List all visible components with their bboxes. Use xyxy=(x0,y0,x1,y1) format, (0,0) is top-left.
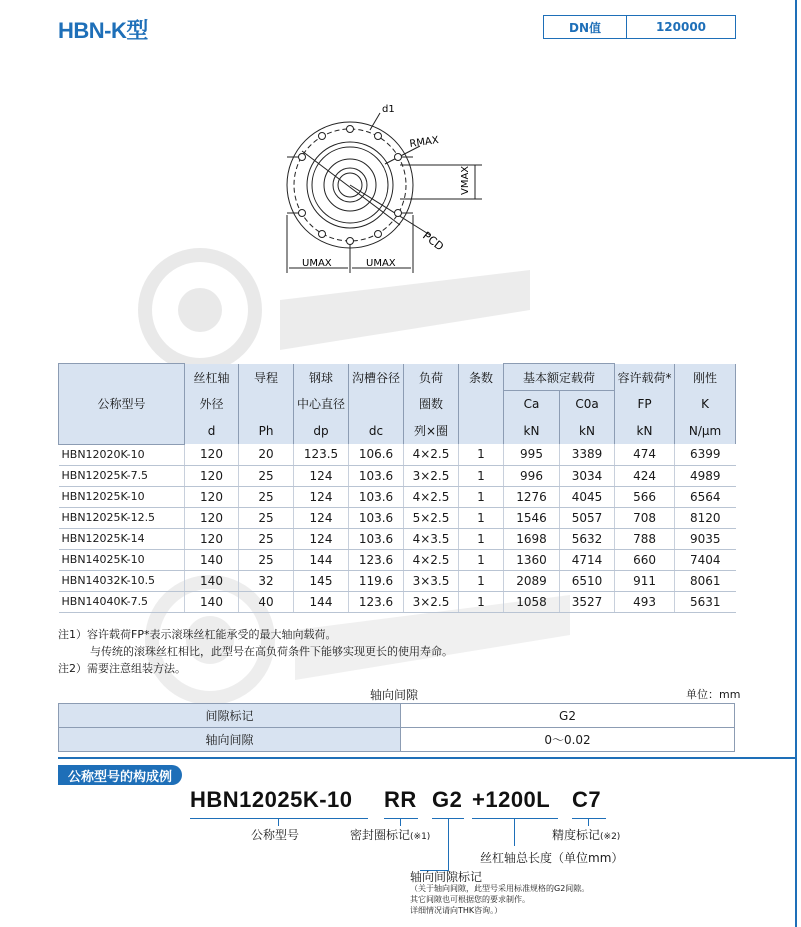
header-c0a-unit: kN xyxy=(560,417,615,444)
spec-cell: 32 xyxy=(239,570,294,591)
model-cell: HBN12025K-7.5 xyxy=(59,465,185,486)
spec-cell: 1 xyxy=(459,549,504,570)
spec-cell: 140 xyxy=(185,570,239,591)
spec-cell: 8120 xyxy=(675,507,736,528)
flange-diagram xyxy=(250,95,490,275)
spec-cell: 3034 xyxy=(560,465,615,486)
note-1b: 与传统的滚珠丝杠相比，此型号在高负荷条件下能够实现更长的使用寿命。 xyxy=(90,645,453,658)
label-gap: 轴向间隙标记 xyxy=(410,870,483,884)
spec-cell: 120 xyxy=(185,507,239,528)
spec-cell: 4045 xyxy=(560,486,615,507)
header-c0a: C0a xyxy=(560,391,615,418)
header-lead-sym: Ph xyxy=(239,417,294,444)
header-fp: FP xyxy=(615,391,675,418)
label-d1: d1 xyxy=(382,104,395,115)
header-rigidity: 刚性 xyxy=(675,364,736,391)
spec-cell: 1 xyxy=(459,465,504,486)
spec-cell: 103.6 xyxy=(349,528,404,549)
table-row xyxy=(59,486,736,507)
spec-cell: 493 xyxy=(615,591,675,612)
spec-cell: 911 xyxy=(615,570,675,591)
spec-cell: 25 xyxy=(239,465,294,486)
section-title: 公称型号的构成例 xyxy=(58,765,182,785)
clearance-label-1: 间隙标记 xyxy=(59,704,401,728)
model-cell: HBN12025K-10 xyxy=(59,486,185,507)
spec-cell: 3527 xyxy=(560,591,615,612)
leader-accuracy xyxy=(588,818,589,826)
notes xyxy=(58,626,453,677)
clearance-value-2: 0～0.02 xyxy=(401,728,735,752)
table-row xyxy=(59,591,736,612)
code-length: +1200L xyxy=(472,787,551,812)
clearance-unit: 单位：mm xyxy=(686,688,741,701)
code-gap: G2 xyxy=(432,787,463,812)
header-rows-count: 条数 xyxy=(459,364,504,391)
spec-cell: 3×3.5 xyxy=(404,570,459,591)
header-k-unit: N/μm xyxy=(675,417,736,444)
page-title: HBN-K型 xyxy=(58,18,148,43)
spec-cell: 566 xyxy=(615,486,675,507)
spec-cell: 140 xyxy=(185,549,239,570)
label-seal-wrap xyxy=(350,826,430,843)
spec-cell: 5×2.5 xyxy=(404,507,459,528)
clearance-title: 轴向间隙 xyxy=(370,688,419,702)
spec-cell: 120 xyxy=(185,528,239,549)
spec-cell: 2089 xyxy=(504,570,560,591)
leader-gap xyxy=(448,818,449,870)
section-divider xyxy=(58,757,795,759)
header-lead: 导程 xyxy=(239,364,294,391)
spec-cell: 5057 xyxy=(560,507,615,528)
header-k: K xyxy=(675,391,736,418)
spec-cell: 25 xyxy=(239,549,294,570)
leader-seal xyxy=(400,818,401,826)
table-row xyxy=(59,528,736,549)
spec-cell: 3×2.5 xyxy=(404,465,459,486)
spec-cell: 4714 xyxy=(560,549,615,570)
header-empty xyxy=(239,391,294,418)
spec-cell: 103.6 xyxy=(349,507,404,528)
spec-cell: 145 xyxy=(294,570,349,591)
spec-cell: 995 xyxy=(504,444,560,465)
spec-cell: 25 xyxy=(239,507,294,528)
spec-cell: 996 xyxy=(504,465,560,486)
header-groove-sym: dc xyxy=(349,417,404,444)
dn-value-box xyxy=(543,15,736,39)
header-basic-load: 基本额定载荷 xyxy=(504,364,615,391)
label-seal-note: (※1) xyxy=(410,832,431,842)
spec-cell: 474 xyxy=(615,444,675,465)
spec-cell: 424 xyxy=(615,465,675,486)
spec-cell: 120 xyxy=(185,465,239,486)
spec-cell: 144 xyxy=(294,591,349,612)
spec-cell: 124 xyxy=(294,465,349,486)
code-model: HBN12025K-10 xyxy=(190,787,353,812)
model-cell: HBN12025K-12.5 xyxy=(59,507,185,528)
label-umax-right: UMAX xyxy=(366,258,396,269)
spec-cell: 6399 xyxy=(675,444,736,465)
label-rmax: RMAX xyxy=(408,135,440,150)
spec-cell: 120 xyxy=(185,486,239,507)
spec-cell: 123.6 xyxy=(349,591,404,612)
spec-cell: 3389 xyxy=(560,444,615,465)
header-allow: 容许载荷* xyxy=(615,364,675,391)
model-cell: HBN12020K-10 xyxy=(59,444,185,465)
spec-cell: 1 xyxy=(459,486,504,507)
underline-model xyxy=(190,818,368,819)
label-accuracy: 精度标记 xyxy=(552,828,601,842)
leader-model xyxy=(278,818,279,826)
spec-cell: 660 xyxy=(615,549,675,570)
header-ball-sym: dp xyxy=(294,417,349,444)
header-load-sym: 列×圈 xyxy=(404,417,459,444)
note-2: 注2）需要注意组装方法。 xyxy=(58,662,186,675)
header-empty xyxy=(459,391,504,418)
spec-cell: 103.6 xyxy=(349,465,404,486)
spec-cell: 6564 xyxy=(675,486,736,507)
underline-seal xyxy=(384,818,418,819)
label-accuracy-wrap xyxy=(552,826,620,843)
header-ca: Ca xyxy=(504,391,560,418)
header-model: 公称型号 xyxy=(59,364,185,445)
spec-cell: 1698 xyxy=(504,528,560,549)
spec-cell: 1360 xyxy=(504,549,560,570)
table-row xyxy=(59,570,736,591)
spec-cell: 708 xyxy=(615,507,675,528)
header-ca-unit: kN xyxy=(504,417,560,444)
spec-cell: 25 xyxy=(239,486,294,507)
spec-cell: 6510 xyxy=(560,570,615,591)
spec-cell: 144 xyxy=(294,549,349,570)
spec-cell: 1 xyxy=(459,507,504,528)
clearance-value-1: G2 xyxy=(401,704,735,728)
header-load-2: 圈数 xyxy=(404,391,459,418)
label-accuracy-note: (※2) xyxy=(600,832,621,842)
spec-cell: 1058 xyxy=(504,591,560,612)
underline-accuracy xyxy=(572,818,606,819)
spec-cell: 9035 xyxy=(675,528,736,549)
right-edge-rule xyxy=(795,0,797,927)
spec-cell: 25 xyxy=(239,528,294,549)
spec-cell: 1546 xyxy=(504,507,560,528)
spec-cell: 4989 xyxy=(675,465,736,486)
spec-cell: 788 xyxy=(615,528,675,549)
spec-cell: 4×2.5 xyxy=(404,444,459,465)
spec-cell: 120 xyxy=(185,444,239,465)
spec-cell: 119.6 xyxy=(349,570,404,591)
label-length: 丝杠轴总长度（单位mm） xyxy=(480,851,624,865)
header-ball-1: 钢球 xyxy=(294,364,349,391)
header-empty xyxy=(459,417,504,444)
table-row xyxy=(59,444,736,465)
table-row xyxy=(59,465,736,486)
model-cell: HBN12025K-14 xyxy=(59,528,185,549)
spec-cell: 124 xyxy=(294,486,349,507)
header-empty xyxy=(349,391,404,418)
note-1: 注1）容许载荷FP*表示滚珠丝杠能承受的最大轴向载荷。 xyxy=(58,628,337,641)
clearance-table xyxy=(58,703,735,752)
spec-cell: 8061 xyxy=(675,570,736,591)
spec-cell: 40 xyxy=(239,591,294,612)
header-groove: 沟槽谷径 xyxy=(349,364,404,391)
spec-cell: 1 xyxy=(459,444,504,465)
spec-cell: 7404 xyxy=(675,549,736,570)
spec-cell: 4×2.5 xyxy=(404,549,459,570)
spec-cell: 123.6 xyxy=(349,549,404,570)
spec-cell: 123.5 xyxy=(294,444,349,465)
model-cell: HBN14032K-10.5 xyxy=(59,570,185,591)
header-fp-unit: kN xyxy=(615,417,675,444)
leader-length xyxy=(514,818,515,846)
spec-cell: 106.6 xyxy=(349,444,404,465)
spec-cell: 103.6 xyxy=(349,486,404,507)
gap-note-2: 其它间隙也可根据您的要求制作。 xyxy=(410,895,530,904)
spec-table xyxy=(58,363,736,613)
dn-label: DN值 xyxy=(544,16,627,38)
dn-value: 120000 xyxy=(655,20,707,34)
header-load-1: 负荷 xyxy=(404,364,459,391)
spec-cell: 1276 xyxy=(504,486,560,507)
clearance-label-2: 轴向间隙 xyxy=(59,728,401,752)
spec-cell: 3×2.5 xyxy=(404,591,459,612)
spec-cell: 5632 xyxy=(560,528,615,549)
spec-cell: 5631 xyxy=(675,591,736,612)
label-umax-left: UMAX xyxy=(302,258,332,269)
header-shaft-sym: d xyxy=(185,417,239,444)
model-cell: HBN14025K-10 xyxy=(59,549,185,570)
header-shaft-2: 外径 xyxy=(185,391,239,418)
spec-cell: 1 xyxy=(459,528,504,549)
spec-cell: 4×3.5 xyxy=(404,528,459,549)
label-pcd: PCD xyxy=(420,229,447,254)
spec-cell: 140 xyxy=(185,591,239,612)
spec-cell: 1 xyxy=(459,570,504,591)
table-row xyxy=(59,507,736,528)
label-seal: 密封圈标记 xyxy=(350,828,411,842)
header-ball-2: 中心直径 xyxy=(294,391,349,418)
spec-cell: 1 xyxy=(459,591,504,612)
header-shaft-1: 丝杠轴 xyxy=(185,364,239,391)
underline-length xyxy=(472,818,558,819)
gap-note-3: 详细情况请向THK咨询。） xyxy=(410,906,503,915)
table-row xyxy=(59,549,736,570)
code-seal: RR xyxy=(384,787,417,812)
gap-note xyxy=(410,883,589,916)
label-model: 公称型号 xyxy=(251,828,300,842)
model-cell: HBN14040K-7.5 xyxy=(59,591,185,612)
label-vmax: VMAX xyxy=(460,165,471,195)
gap-note-1: （关于轴向间隙，此型号采用标准规格的G2间隙。 xyxy=(410,884,590,893)
spec-cell: 20 xyxy=(239,444,294,465)
spec-cell: 124 xyxy=(294,507,349,528)
code-accuracy: C7 xyxy=(572,787,602,812)
spec-cell: 4×2.5 xyxy=(404,486,459,507)
spec-cell: 124 xyxy=(294,528,349,549)
